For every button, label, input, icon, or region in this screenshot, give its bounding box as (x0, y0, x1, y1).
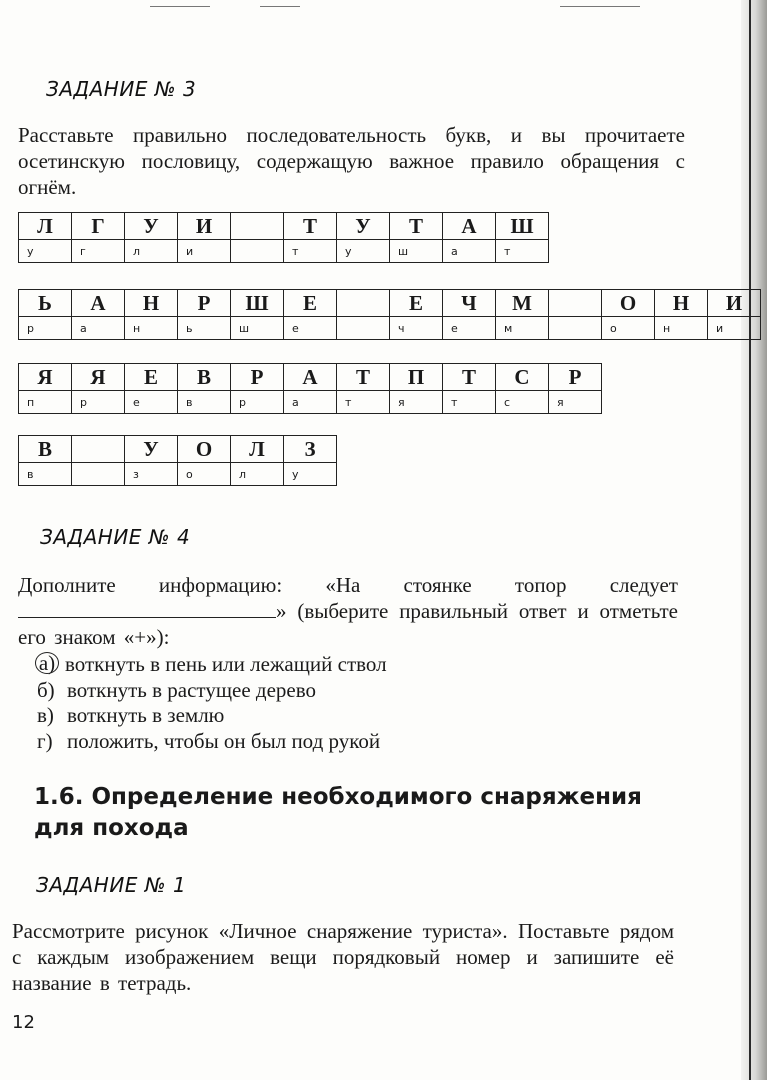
letter-grid-1 (18, 212, 549, 263)
grid-cell-answer[interactable]: ч (390, 317, 443, 340)
letter-grid-3 (18, 363, 602, 414)
grid-cell-letter: Ч (443, 290, 496, 317)
grid-cell-answer[interactable] (231, 240, 284, 263)
grid-cell-answer[interactable]: е (443, 317, 496, 340)
option-marker: в) (37, 703, 54, 727)
grid-cell-letter: П (390, 364, 443, 391)
grid-cell-letter: Н (125, 290, 178, 317)
grid-cell-letter: Л (231, 436, 284, 463)
grid-cell-answer[interactable]: с (496, 391, 549, 414)
grid-cell-letter: В (19, 436, 72, 463)
letter-grid-4 (18, 435, 337, 486)
grid-cell-answer[interactable]: е (125, 391, 178, 414)
grid-cell-letter: А (443, 213, 496, 240)
grid-cell-letter: У (125, 436, 178, 463)
grid-cell-letter: У (337, 213, 390, 240)
grid-cell-letter: А (72, 290, 125, 317)
task4-text (18, 572, 678, 650)
section-title-line2: для похода (34, 815, 189, 841)
grid-cell-answer[interactable]: р (72, 391, 125, 414)
grid-cell-letter: Л (19, 213, 72, 240)
grid-cell-answer[interactable]: у (284, 463, 337, 486)
grid-cell-answer[interactable]: у (337, 240, 390, 263)
grid-cell-answer[interactable]: м (496, 317, 549, 340)
task3-heading: ЗАДАНИЕ № 3 (46, 77, 197, 101)
grid-cell-letter: И (178, 213, 231, 240)
task4-text-after: » (выберите правильный ответ и отметьте его знаком «+»): (18, 599, 678, 649)
grid-cell-letter: Я (72, 364, 125, 391)
task1-text: Рассмотрите рисунок «Личное снаряжение туриста». Поставьте рядом с каждым изображением вещи порядковый номер и запишите её название в тетрадь. (12, 919, 674, 995)
grid-cell-letter: Е (390, 290, 443, 317)
grid-cell-answer[interactable]: в (19, 463, 72, 486)
option-b[interactable] (37, 678, 387, 704)
option-marker: г) (37, 728, 53, 753)
grid-cell-letter: Я (19, 364, 72, 391)
grid-cell-letter: У (125, 213, 178, 240)
grid-cell-answer[interactable]: в (178, 391, 231, 414)
grid-cell-letter (72, 436, 125, 463)
grid-cell-answer[interactable]: и (708, 317, 761, 340)
grid-cell-letter: С (496, 364, 549, 391)
grid-cell-letter: М (496, 290, 549, 317)
grid-cell-letter: Р (178, 290, 231, 317)
grid-cell-letter: Н (655, 290, 708, 317)
option-a[interactable] (37, 652, 387, 678)
page-binding-edge (741, 0, 767, 1080)
option-c[interactable] (37, 703, 387, 729)
grid-cell-letter: Т (390, 213, 443, 240)
grid-cell-answer[interactable]: н (125, 317, 178, 340)
grid-cell-letter: И (708, 290, 761, 317)
grid-cell-answer[interactable]: т (443, 391, 496, 414)
grid-cell-letter (337, 290, 390, 317)
grid-cell-letter: Ь (19, 290, 72, 317)
grid-cell-answer[interactable]: я (549, 391, 602, 414)
grid-cell-letter: А (284, 364, 337, 391)
grid-cell-letter: Г (72, 213, 125, 240)
grid-cell-letter: Ш (496, 213, 549, 240)
grid-cell-letter: Р (549, 364, 602, 391)
letter-grid-2 (18, 289, 761, 340)
grid-cell-answer[interactable]: г (72, 240, 125, 263)
grid-cell-answer[interactable]: л (125, 240, 178, 263)
grid-cell-answer[interactable]: о (602, 317, 655, 340)
option-marker-selected: а) (35, 652, 59, 674)
grid-cell-letter: Р (231, 364, 284, 391)
page-number: 12 (12, 1012, 35, 1033)
section-heading (34, 782, 642, 844)
grid-cell-answer[interactable] (337, 317, 390, 340)
task4-options (37, 652, 387, 754)
option-text: положить, чтобы он был под рукой (67, 728, 381, 753)
grid-cell-letter: Т (284, 213, 337, 240)
grid-cell-answer[interactable]: о (178, 463, 231, 486)
grid-cell-letter: Е (284, 290, 337, 317)
grid-cell-answer[interactable]: ь (178, 317, 231, 340)
grid-cell-letter: О (178, 436, 231, 463)
grid-cell-answer[interactable]: е (284, 317, 337, 340)
grid-cell-answer[interactable]: п (19, 391, 72, 414)
task1-heading: ЗАДАНИЕ № 1 (36, 873, 187, 897)
grid-cell-answer[interactable]: а (443, 240, 496, 263)
scan-artifact (150, 6, 210, 7)
grid-cell-answer[interactable]: н (655, 317, 708, 340)
section-title-line1: 1.6. Определение необходимого снаряжения (34, 784, 642, 810)
grid-cell-letter: В (178, 364, 231, 391)
grid-cell-answer[interactable]: у (19, 240, 72, 263)
scan-artifact (560, 6, 640, 7)
task4-heading: ЗАДАНИЕ № 4 (40, 525, 191, 549)
task4-text-before: Дополните информацию: «На стоянке топор следует (18, 573, 678, 597)
grid-cell-answer[interactable]: а (284, 391, 337, 414)
grid-cell-letter: З (284, 436, 337, 463)
grid-cell-answer[interactable] (549, 317, 602, 340)
grid-cell-answer[interactable]: з (125, 463, 178, 486)
grid-cell-answer[interactable] (72, 463, 125, 486)
grid-cell-answer[interactable]: т (496, 240, 549, 263)
grid-cell-answer[interactable]: а (72, 317, 125, 340)
option-text: воткнуть в растущее дерево (67, 677, 316, 702)
grid-cell-answer[interactable]: ш (390, 240, 443, 263)
grid-cell-answer[interactable]: я (390, 391, 443, 414)
grid-cell-letter: Ш (231, 290, 284, 317)
answer-blank[interactable] (18, 617, 276, 618)
option-marker: б) (37, 677, 55, 702)
grid-cell-answer[interactable]: т (337, 391, 390, 414)
option-text: воткнуть в пень или лежащий ствол (65, 652, 387, 676)
option-d[interactable] (37, 729, 387, 755)
grid-cell-answer[interactable]: р (231, 391, 284, 414)
grid-cell-letter (231, 213, 284, 240)
option-text: воткнуть в землю (67, 703, 225, 727)
grid-cell-answer[interactable]: т (284, 240, 337, 263)
scan-artifact (260, 6, 300, 7)
grid-cell-letter: Е (125, 364, 178, 391)
grid-cell-answer[interactable]: и (178, 240, 231, 263)
grid-cell-letter: Т (337, 364, 390, 391)
grid-cell-answer[interactable]: ш (231, 317, 284, 340)
grid-cell-answer[interactable]: р (19, 317, 72, 340)
grid-cell-letter: О (602, 290, 655, 317)
task3-text: Расставьте правильно последовательность букв, и вы прочитаете осетинскую пословицу, содержащую важное правило обращения с огнём. (18, 123, 685, 199)
grid-cell-letter: Т (443, 364, 496, 391)
grid-cell-answer[interactable]: л (231, 463, 284, 486)
grid-cell-letter (549, 290, 602, 317)
